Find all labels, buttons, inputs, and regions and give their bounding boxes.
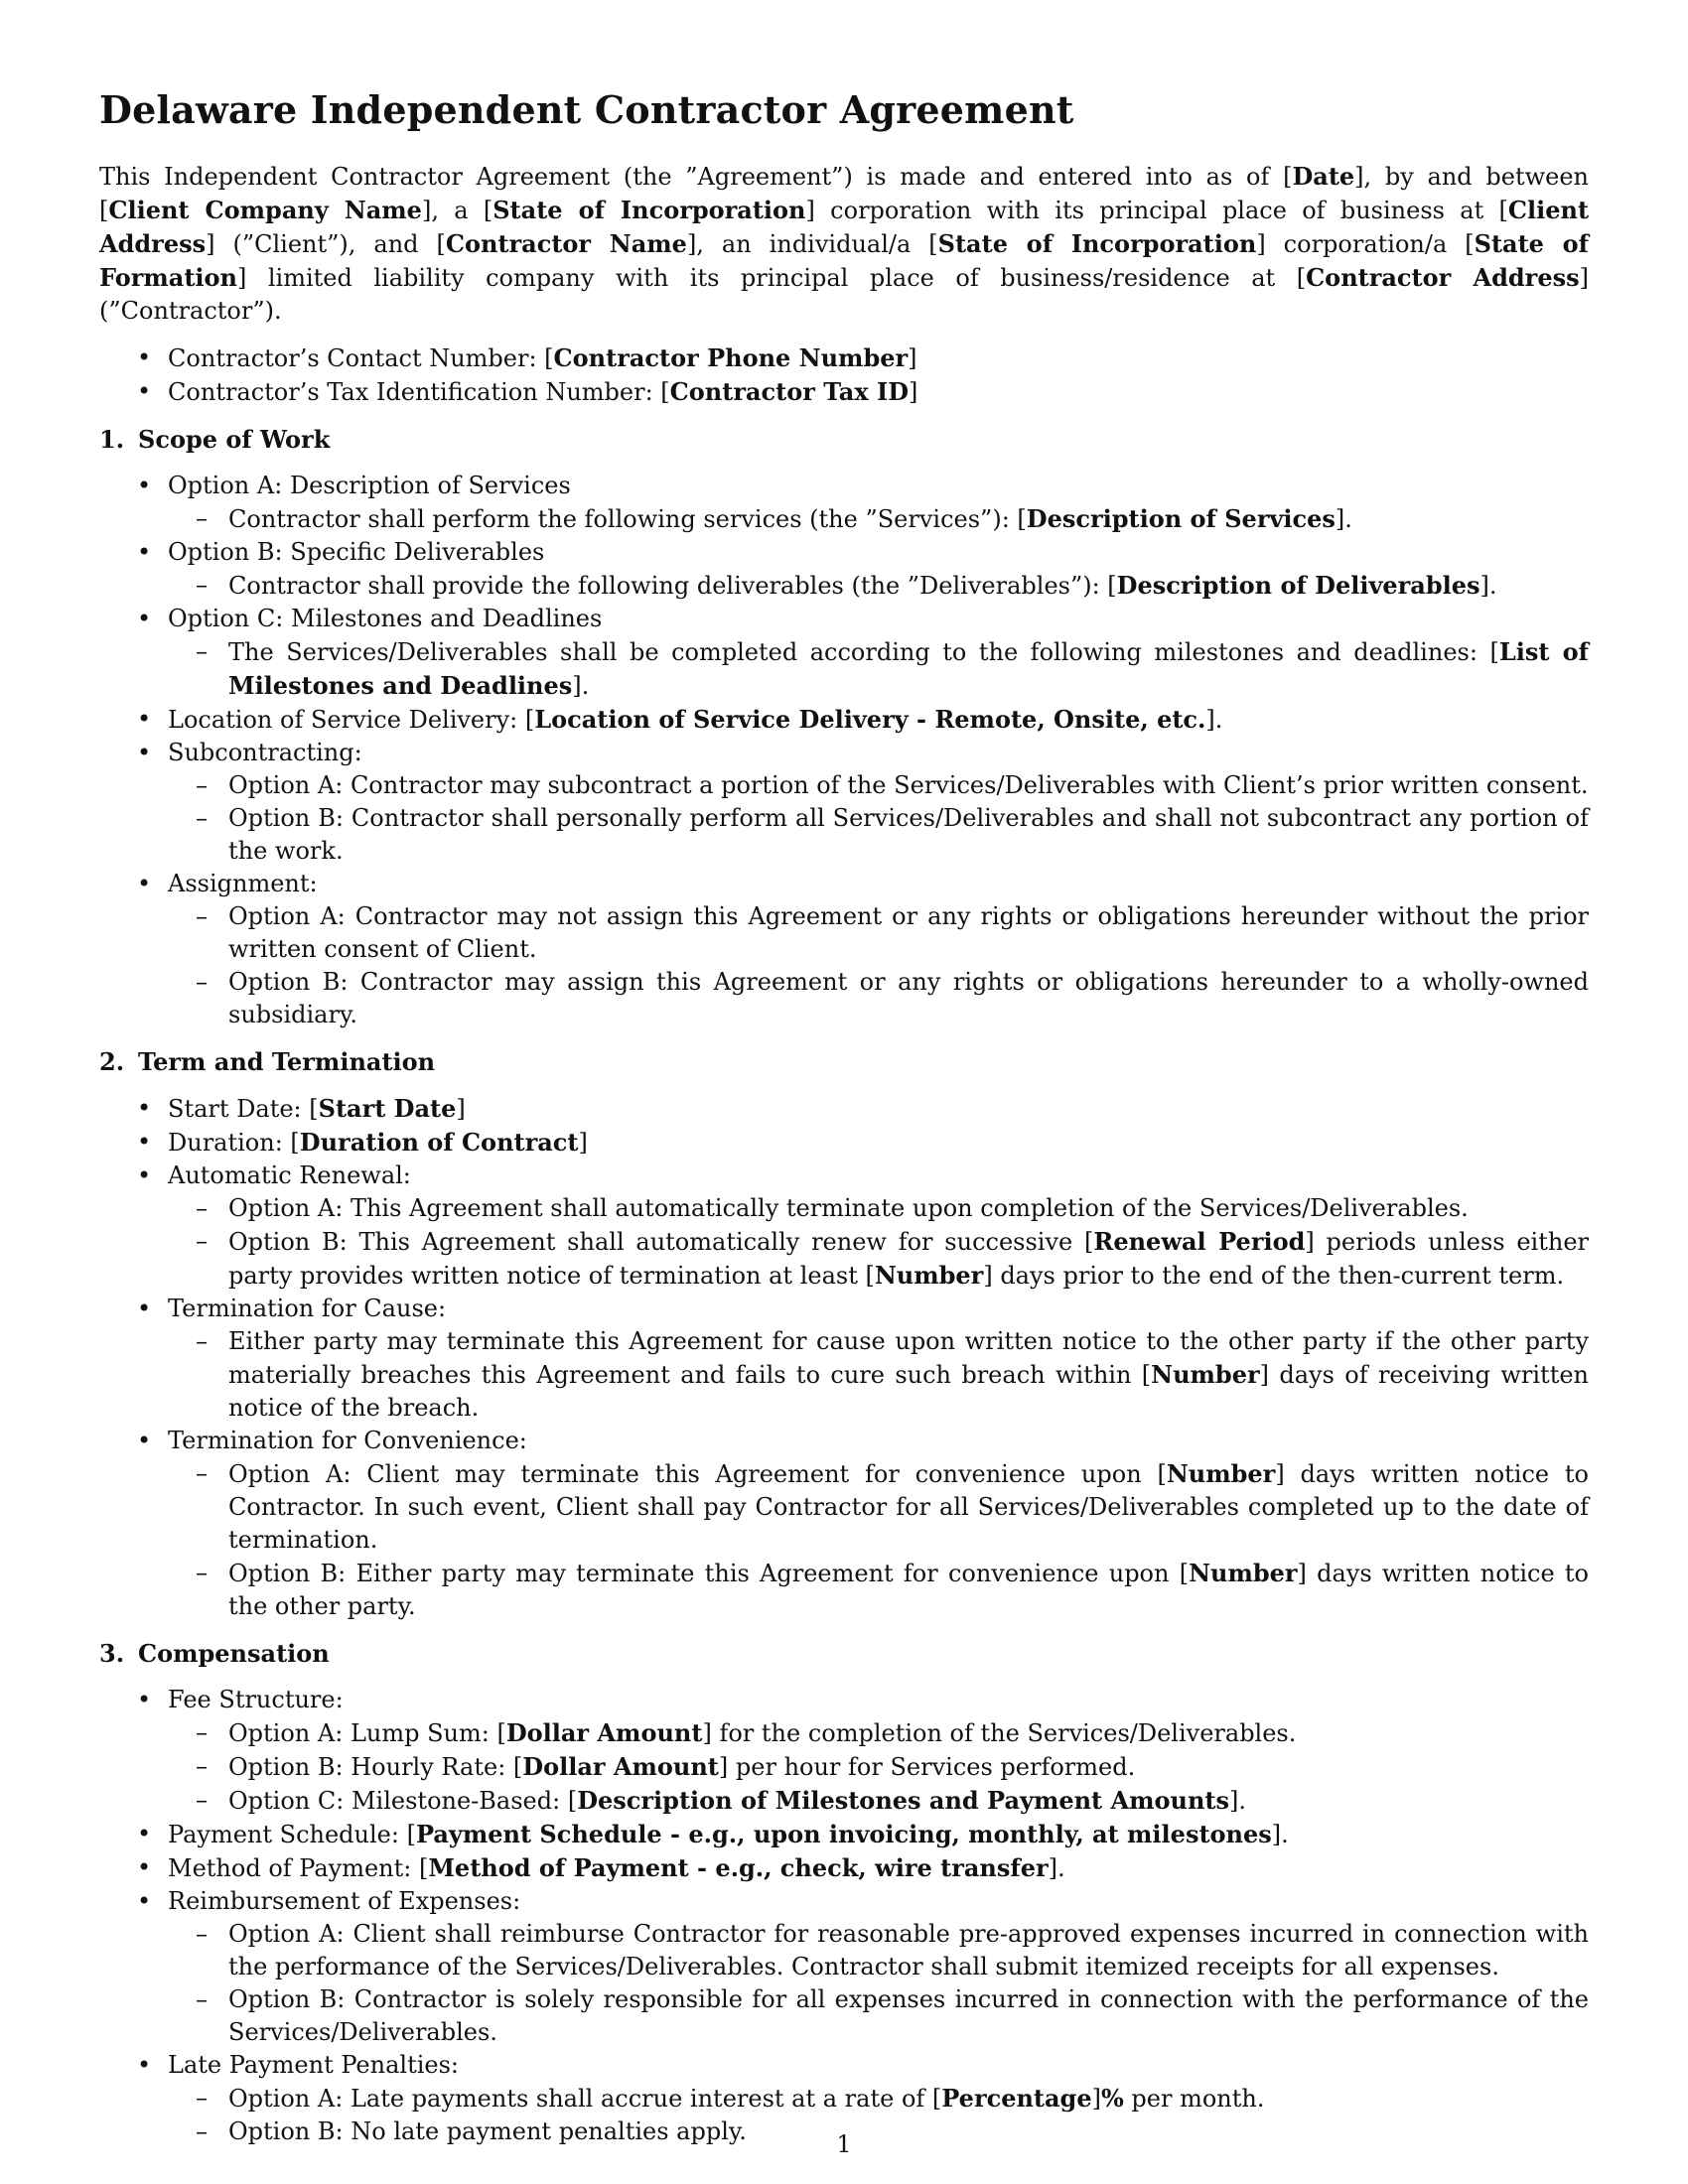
intro-text: ] (”Contractor”). (99, 264, 1589, 325)
placeholder-state-of-formation: State of Formation (99, 229, 1589, 292)
sub-list (168, 1192, 1589, 1293)
item-text: Contractor’s Contact Number: [ (168, 344, 554, 372)
sub-list-item: – Option B: Contractor shall personally perform all Services/Deliverables and shall not subcontract any portion of the work. (168, 802, 1589, 868)
placeholder-date: Date (1292, 162, 1355, 191)
section-heading-scope-of-work: 1. Scope of Work (99, 425, 331, 454)
placeholder-contractor-tax-id: Contractor Tax ID (669, 377, 910, 406)
list-item: • Contractor’s Contact Number: [Contractor Phone Number] (99, 341, 1589, 375)
list-item: • Late Payment Penalties: – Option A: Late payments shall accrue interest at a rate of [Percentage]% per month. – Option B: No late payment penalties apply. (99, 2049, 1589, 2148)
intro-text: This Independent Contractor Agreement (the ”Agreement”) is made and entered into as of [ (99, 163, 1293, 191)
placeholder-state-of-incorporation: State of Incorporation (937, 229, 1257, 258)
placeholder-method-of-payment: Method of Payment - e.g., check, wire transfer (428, 1853, 1049, 1882)
list-item: • Reimbursement of Expenses: – Option A: Client shall reimburse Contractor for reasonable pre-approved expenses incurred in connection with the performance of the Services/Deliverables. Contractor shall submit itemized receipts for all expenses. – Option B: Contractor is solely responsible for all expenses incurred in connection with the performance of the Services/Deliverables. (99, 1885, 1589, 2049)
sub-list-item: – Option B: Contractor may assign this Agreement or any rights or obligations hereunder to a wholly-owned subsidiary. (168, 966, 1589, 1031)
sub-list-item: – Option B: Hourly Rate: [Dollar Amount] per hour for Services performed. (168, 1750, 1589, 1784)
placeholder-state-of-incorporation: State of Incorporation (492, 196, 806, 224)
sub-list (168, 569, 1589, 603)
placeholder-contractor-name: Contractor Name (445, 229, 687, 258)
sub-list-item: – Option B: Either party may terminate this Agreement for convenience upon [Number] days written notice to the other party. (168, 1557, 1589, 1623)
page-number: 1 (836, 2130, 852, 2158)
contractor-contact-list (99, 341, 1589, 409)
placeholder-contractor-phone: Contractor Phone Number (553, 343, 909, 372)
sub-list (168, 502, 1589, 536)
list-item: • Contractor’s Tax Identification Number: [Contractor Tax ID] (99, 375, 1589, 409)
section-list (99, 1684, 1589, 2148)
sub-list (168, 635, 1589, 703)
placeholder-start-date: Start Date (318, 1094, 457, 1123)
sub-list-item: – Option A: Lump Sum: [Dollar Amount] for the completion of the Services/Deliverables. (168, 1716, 1589, 1750)
placeholder-renewal-period: Renewal Period (1093, 1227, 1306, 1256)
placeholder-dollar-amount: Dollar Amount (522, 1752, 719, 1781)
sub-list-item: – Option C: Milestone-Based: [Description of Milestones and Payment Amounts]. (168, 1784, 1589, 1818)
placeholder-milestones-and-deadlines: List of Milestones and Deadlines (228, 637, 1590, 700)
list-item: • Option A: Description of Services – Contractor shall perform the following services (the ”Services”): [Description of Services]. (99, 470, 1589, 536)
placeholder-dollar-amount: Dollar Amount (505, 1718, 703, 1747)
sub-list-item: – Option A: Client shall reimburse Contractor for reasonable pre-approved expenses incurred in connection with the performance of the Services/Deliverables. Contractor shall submit itemized receipts for all expenses. (168, 1918, 1589, 1983)
placeholder-description-of-deliverables: Description of Deliverables (1116, 571, 1480, 600)
list-item: • Start Date: [Start Date] (99, 1092, 1589, 1126)
placeholder-contractor-address: Contractor Address (1306, 263, 1580, 292)
placeholder-description-of-services: Description of Services (1026, 504, 1336, 533)
sub-list-item: – Option A: Client may terminate this Agreement for convenience upon [Number] days written notice to Contractor. In such event, Client shall pay Contractor for all Services/Deliverables completed up to the date of termination. (168, 1457, 1589, 1557)
percent-sign: % (1100, 2084, 1124, 2113)
sub-list-item: – Either party may terminate this Agreement for cause upon written notice to the other party if the other party materially breaches this Agreement and fails to cure such breach within [Number] days of receiving written notice of the breach. (168, 1325, 1589, 1425)
placeholder-percentage: Percentage (941, 2084, 1092, 2113)
intro-text: ] (”Client”), and [ (206, 230, 446, 258)
placeholder-client-address: Client Address (99, 196, 1590, 258)
placeholder-payment-schedule: Payment Schedule - e.g., upon invoicing, monthly, at milestones (415, 1820, 1272, 1848)
sub-list (168, 1716, 1589, 1818)
item-text: Contractor’s Tax Identification Number: [ (168, 378, 670, 406)
sub-list (168, 1918, 1589, 2049)
placeholder-duration: Duration of Contract (299, 1128, 579, 1157)
sub-list (168, 900, 1589, 1031)
document-title: Delaware Independent Contractor Agreement (99, 87, 1074, 132)
sub-list (168, 769, 1589, 868)
placeholder-number: Number (1166, 1459, 1276, 1488)
sub-list-item: – Option A: Contractor may subcontract a portion of the Services/Deliverables with Client’s prior written consent. (168, 769, 1589, 802)
sub-list-item: – Option B: Contractor is solely responsible for all expenses incurred in connection with the performance of the Services/Deliverables. (168, 1983, 1589, 2049)
intro-text: ] corporation/a [ (1256, 230, 1475, 258)
list-item: • Automatic Renewal: – Option A: This Agreement shall automatically terminate upon completion of the Services/Deliverables. – Option B: This Agreement shall automatically renew for successive [Renewal Period] periods unless either party provides written notice of termination at least [Number] days prior to the end of the then-current term. (99, 1160, 1589, 1293)
intro-text: ] corporation with its principal place of business at [ (805, 197, 1508, 224)
list-item: • Method of Payment: [Method of Payment - e.g., check, wire transfer]. (99, 1851, 1589, 1885)
list-item: • Subcontracting: – Option A: Contractor may subcontract a portion of the Services/Deliverables with Client’s prior written consent. – Option B: Contractor shall personally perform all Services/Deliverables and shall not subcontract any portion of the work. (99, 737, 1589, 868)
sub-list-item: – Option A: Contractor may not assign this Agreement or any rights or obligations hereunder without the prior written consent of Client. (168, 900, 1589, 966)
section-list (99, 470, 1589, 1031)
section-list (99, 1092, 1589, 1623)
sub-list-item: – Option B: This Agreement shall automatically renew for successive [Renewal Period] periods unless either party provides written notice of termination at least [Number] days prior to the end of the then-current term. (168, 1225, 1589, 1293)
placeholder-milestones-and-payments: Description of Milestones and Payment Amounts (577, 1786, 1230, 1815)
list-item: • Duration: [Duration of Contract] (99, 1126, 1589, 1160)
sub-list-item: – The Services/Deliverables shall be completed according to the following milestones and deadlines: [List of Milestones and Deadlines]. (168, 635, 1589, 703)
sub-list-item: – Contractor shall provide the following deliverables (the ”Deliverables”): [Description of Deliverables]. (168, 569, 1589, 603)
list-item: • Option C: Milestones and Deadlines – The Services/Deliverables shall be completed according to the following milestones and deadlines: [List of Milestones and Deadlines]. (99, 603, 1589, 703)
placeholder-client-company-name: Client Company Name (108, 196, 422, 224)
section-heading-term-and-termination: 2. Term and Termination (99, 1047, 436, 1076)
list-item: • Termination for Cause: – Either party may terminate this Agreement for cause upon written notice to the other party if the other party materially breaches this Agreement and fails to cure such breach within [Number] days of receiving written notice of the breach. (99, 1293, 1589, 1425)
section-heading-compensation: 3. Compensation (99, 1639, 330, 1668)
sub-list (168, 1325, 1589, 1425)
list-item: • Payment Schedule: [Payment Schedule - e.g., upon invoicing, monthly, at milestones]. (99, 1818, 1589, 1851)
sub-list-item: – Contractor shall perform the following services (the ”Services”): [Description of Services]. (168, 502, 1589, 536)
placeholder-location-of-service: Location of Service Delivery - Remote, Onsite, etc. (534, 705, 1206, 734)
intro-text: ], by and between [ (99, 163, 1589, 224)
list-item: • Fee Structure: – Option A: Lump Sum: [Dollar Amount] for the completion of the Services/Deliverables. – Option B: Hourly Rate: [Dollar Amount] per hour for Services performed. – Option C: Milestone-Based: [Description of Milestones and Payment Amounts]. (99, 1684, 1589, 1818)
placeholder-number: Number (1151, 1360, 1260, 1389)
intro-paragraph (99, 160, 1589, 328)
sub-list-item: – Option B: No late payment penalties apply. (168, 2116, 1589, 2148)
placeholder-number: Number (874, 1261, 984, 1290)
intro-text: ] limited liability company with its principal place of business/residence at [ (236, 264, 1307, 292)
intro-text: ], an individual/a [ (686, 230, 938, 258)
list-item: • Option B: Specific Deliverables – Contractor shall provide the following deliverables (the ”Deliverables”): [Description of Deliverables]. (99, 536, 1589, 603)
sub-list-item: – Option A: Late payments shall accrue interest at a rate of [Percentage]% per month. (168, 2082, 1589, 2116)
document-page (99, 87, 1589, 2148)
intro-text: ], a [ (421, 197, 493, 224)
list-item: • Termination for Convenience: – Option A: Client may terminate this Agreement for convenience upon [Number] days written notice to Contractor. In such event, Client shall pay Contractor for all Services/Deliverables completed up to the date of termination. – Option B: Either party may terminate this Agreement for convenience upon [Number] days written notice to the other party. (99, 1425, 1589, 1623)
sub-list (168, 1457, 1589, 1623)
sub-list-item: – Option A: This Agreement shall automatically terminate upon completion of the Services/Deliverables. (168, 1192, 1589, 1225)
list-item: • Location of Service Delivery: [Location of Service Delivery - Remote, Onsite, etc.]. (99, 703, 1589, 737)
placeholder-number: Number (1189, 1559, 1298, 1587)
list-item: • Assignment: – Option A: Contractor may not assign this Agreement or any rights or obligations hereunder without the prior written consent of Client. – Option B: Contractor may assign this Agreement or any rights or obligations hereunder to a wholly-owned subsidiary. (99, 868, 1589, 1031)
